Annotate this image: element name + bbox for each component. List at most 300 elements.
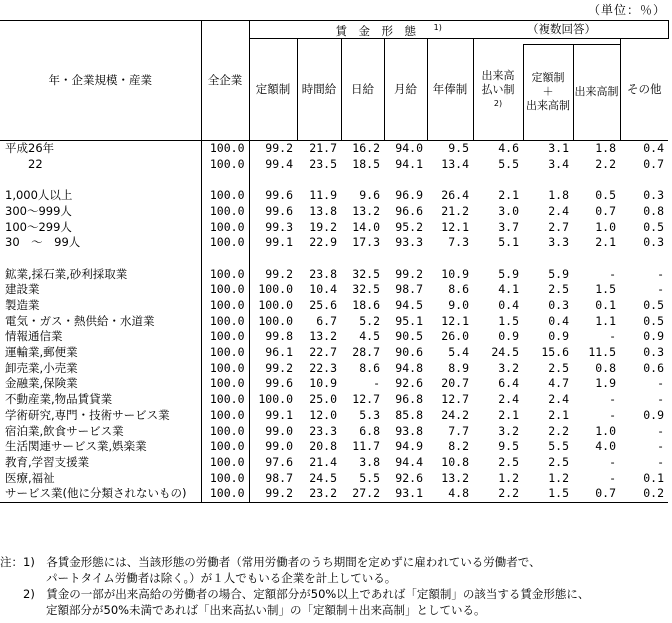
cell-value: 13.2 [352, 203, 380, 218]
cell-value: 21.2 [441, 203, 469, 218]
row-label: 金融業,保険業 [5, 376, 78, 391]
cell-value: 93.1 [384, 486, 427, 502]
cell-value: 100.0 [201, 282, 249, 298]
cell-value: 100.0 [201, 204, 249, 220]
table-row [0, 455, 668, 471]
cell-value: 4.8 [427, 486, 473, 502]
cell-value: 99.6 [265, 203, 293, 218]
cell-value: 93.3 [395, 235, 423, 250]
cell-value [341, 172, 384, 188]
row-label: 建設業 [5, 282, 40, 297]
cell-value: 26.4 [441, 188, 469, 203]
cell-value: 97.6 [265, 454, 293, 469]
table-row [0, 360, 668, 376]
row-label-header: 年・企業規模・産業 [0, 21, 201, 141]
row-label: 製造業 [5, 298, 40, 313]
cell-value: 1.5 [498, 313, 520, 328]
cell-value: 0.7 [573, 486, 620, 502]
piece-rate-header [473, 44, 523, 140]
wage-form-label: 賃 金 形 態 [335, 23, 416, 38]
spacer-row [0, 251, 668, 267]
cell-value: 3.2 [498, 360, 520, 375]
cell-value: 21.7 [309, 141, 337, 156]
cell-value: 0.7 [643, 156, 665, 171]
cell-value: 0.9 [643, 329, 665, 344]
cell-value: 6.7 [316, 313, 337, 328]
cell-value: - [657, 392, 665, 407]
cell-value: 13.8 [309, 203, 337, 218]
cell-value: 2.5 [498, 454, 520, 469]
cell-value: 22.9 [309, 235, 337, 250]
cell-value: 24.5 [309, 470, 337, 485]
table-row [0, 439, 668, 455]
row-label: 22 [5, 156, 43, 171]
cell-value: 9.0 [448, 298, 469, 313]
wage-form-table [0, 20, 669, 503]
cell-value: 11.9 [309, 188, 337, 203]
cell-value: 96.8 [395, 392, 423, 407]
cell-value [473, 251, 523, 267]
cell-value: 0.3 [548, 298, 570, 313]
cell-value: - [373, 376, 380, 391]
cell-value: 94.9 [395, 439, 423, 454]
row-label [0, 172, 201, 188]
table-row [0, 392, 668, 408]
footnotes [0, 554, 672, 618]
cell-value [427, 172, 473, 188]
cell-value: - [657, 376, 665, 391]
cell-value: 3.0 [498, 203, 520, 218]
cell-value: 100.0 [258, 313, 293, 328]
cell-value: 11.5 [588, 345, 617, 360]
cell-value: 0.2 [620, 486, 668, 502]
cell-value [297, 172, 341, 188]
table-row [0, 408, 668, 424]
cell-value: 5.9 [498, 266, 520, 281]
cell-value: - [609, 392, 617, 407]
cell-value: 0.5 [643, 313, 665, 328]
row-label: 鉱業,採石業,砂利採取業 [5, 266, 128, 281]
cell-value: 99.1 [265, 235, 293, 250]
table-row [0, 470, 668, 486]
monthly-header: 月給 [384, 38, 427, 140]
table-row [0, 204, 668, 220]
cell-value: - [657, 439, 665, 454]
cell-value: 100.0 [201, 235, 249, 251]
cell-value: 1.0 [595, 423, 617, 438]
wage-form-note: 1) [433, 23, 442, 32]
cell-value: 8.6 [448, 282, 469, 297]
cell-value: 0.9 [548, 329, 570, 344]
cell-value: 100.0 [201, 345, 249, 361]
cell-value: 18.6 [352, 298, 380, 313]
cell-value: 17.3 [352, 235, 380, 250]
cell-value: 5.5 [548, 439, 570, 454]
cell-value: 4.1 [498, 282, 520, 297]
table-row [0, 423, 668, 439]
cell-value: 5.5 [498, 156, 520, 171]
fixed-plus-piece-line3: 出来高制 [526, 99, 571, 113]
cell-value: 100.0 [258, 298, 293, 313]
cell-value: 5.1 [498, 235, 520, 250]
unit-label: （単位：％） [587, 3, 666, 17]
cell-value: - [657, 282, 665, 297]
cell-value: 100.0 [201, 423, 249, 439]
cell-value: 25.0 [309, 392, 337, 407]
hourly-header: 時間給 [297, 38, 341, 140]
cell-value: 9.6 [359, 188, 380, 203]
cell-value [201, 251, 249, 267]
annual-header: 年俸制 [427, 38, 473, 140]
table-row [0, 140, 668, 156]
cell-value: 5.2 [359, 313, 380, 328]
cell-value: 99.6 [265, 188, 293, 203]
cell-value: 5.9 [548, 266, 570, 281]
cell-value: 12.0 [309, 407, 337, 422]
cell-value: 10.9 [441, 266, 469, 281]
cell-value: 99.6 [265, 376, 293, 391]
cell-value: 4.5 [359, 329, 380, 344]
row-label: 医療,福祉 [5, 470, 55, 485]
cell-value: 94.5 [395, 298, 423, 313]
cell-value: 3.2 [498, 423, 520, 438]
multiple-answers-header: （複数回答） [523, 21, 668, 39]
cell-value: 100.0 [201, 455, 249, 471]
cell-value: 95.2 [395, 219, 423, 234]
cell-value: 100.0 [201, 392, 249, 408]
table-row [0, 298, 668, 314]
fixed-plus-piece-header [523, 44, 573, 140]
cell-value: 98.7 [265, 470, 293, 485]
row-label: 30 ～ 99人 [5, 235, 81, 250]
cell-value: 13.2 [441, 470, 469, 485]
cell-value: 28.7 [352, 345, 380, 360]
cell-value: 96.1 [265, 345, 293, 360]
row-label: 1,000人以上 [5, 188, 73, 203]
row-label: 300～999人 [5, 203, 72, 218]
table-row [0, 266, 668, 282]
cell-value: - [657, 454, 665, 469]
cell-value: 21.4 [309, 454, 337, 469]
cell-value: 0.3 [643, 345, 665, 360]
cell-value: 99.3 [265, 219, 293, 234]
cell-value: - [609, 266, 617, 281]
cell-value: 90.6 [395, 345, 423, 360]
cell-value: 96.6 [395, 203, 423, 218]
cell-value: 32.5 [352, 266, 380, 281]
cell-value: 1.8 [595, 141, 617, 156]
cell-value: 0.9 [498, 329, 520, 344]
cell-value: 95.1 [395, 313, 423, 328]
cell-value: 32.5 [352, 282, 380, 297]
cell-value: 12.1 [441, 313, 469, 328]
cell-value: - [657, 423, 665, 438]
cell-value: - [609, 470, 617, 485]
fixed-header: 定額制 [249, 38, 297, 140]
cell-value [473, 172, 523, 188]
cell-value: 1.9 [595, 376, 617, 391]
cell-value: 0.1 [643, 470, 665, 485]
cell-value: 99.0 [265, 439, 293, 454]
cell-value: 99.2 [265, 141, 293, 156]
cell-value: 11.7 [352, 439, 380, 454]
cell-value: 1.2 [498, 470, 520, 485]
cell-value: 93.8 [395, 423, 423, 438]
cell-value: 99.8 [265, 329, 293, 344]
footnote-line: 定額部分が50%未満であれば「出来高払い制」の「定額制＋出来高制」としている。 [0, 603, 486, 617]
cell-value: 12.7 [441, 392, 469, 407]
cell-value: 9.5 [498, 439, 520, 454]
table-row [0, 486, 668, 502]
cell-value: 3.3 [548, 235, 570, 250]
table-row [0, 235, 668, 251]
cell-value: 1.5 [523, 486, 573, 502]
other-header: その他 [620, 38, 668, 140]
cell-value [427, 251, 473, 267]
cell-value: 2.1 [498, 188, 520, 203]
cell-value: 100.0 [201, 486, 249, 502]
cell-value: 99.2 [265, 360, 293, 375]
fixed-plus-piece-line1: 定額制 [531, 71, 565, 85]
footnote-line: 2) 賃金の一部が出来高給の労働者の場合、定額部分が50%以上であれば「定額制」の該当する賃金形態に、 [0, 587, 590, 601]
cell-value: 8.9 [448, 360, 469, 375]
cell-value: 0.3 [643, 235, 665, 250]
table-body [0, 140, 668, 502]
cell-value: 4.0 [595, 439, 617, 454]
cell-value [249, 172, 297, 188]
cell-value: 2.4 [548, 392, 570, 407]
cell-value: 15.6 [541, 345, 570, 360]
cell-value: - [609, 407, 617, 422]
cell-value: 20.8 [309, 439, 337, 454]
cell-value: 9.5 [448, 141, 469, 156]
cell-value: 100.0 [201, 140, 249, 156]
cell-value: 2.5 [548, 360, 570, 375]
cell-value: 100.0 [201, 219, 249, 235]
table-row [0, 313, 668, 329]
cell-value: 24.5 [491, 345, 520, 360]
cell-value: 99.2 [265, 266, 293, 281]
table-row [0, 329, 668, 345]
fixed-plus-piece-line2: ＋ [542, 85, 554, 99]
row-label: 不動産業,物品賃貸業 [5, 392, 113, 407]
cell-value: 25.6 [309, 298, 337, 313]
cell-value [620, 251, 668, 267]
cell-value: 99.0 [265, 423, 293, 438]
table-row [0, 219, 668, 235]
cell-value: 2.2 [473, 486, 523, 502]
cell-value: 1.0 [595, 219, 617, 234]
cell-value: 2.2 [548, 423, 570, 438]
cell-value: 100.0 [201, 313, 249, 329]
row-label: サービス業(他に分類されないもの) [0, 486, 201, 502]
cell-value: 8.6 [359, 360, 380, 375]
cell-value: 5.3 [359, 407, 380, 422]
cell-value [341, 251, 384, 267]
footnote-line: 注：1) 各賃金形態には、当該形態の労働者（常用労働者のうち期間を定めずに雇われている労働者で、 [0, 555, 541, 569]
cell-value: 13.4 [441, 156, 469, 171]
table-row [0, 188, 668, 204]
cell-value: 2.7 [548, 219, 570, 234]
row-label: 学術研究,専門・技術サービス業 [5, 407, 170, 422]
cell-value: 8.2 [448, 439, 469, 454]
cell-value: 6.4 [498, 376, 520, 391]
cell-value: 100.0 [201, 376, 249, 392]
piece-only-header: 出来高制 [573, 44, 620, 140]
cell-value: 1.5 [595, 282, 617, 297]
cell-value: 0.1 [595, 298, 617, 313]
piece-rate-label: 出来高払い制 [481, 69, 515, 97]
cell-value: 2.5 [548, 454, 570, 469]
cell-value: 100.0 [201, 439, 249, 455]
daily-header: 日給 [341, 38, 384, 140]
table-row [0, 157, 668, 173]
cell-value: 0.7 [595, 203, 617, 218]
cell-value: 4.6 [498, 141, 520, 156]
cell-value: 4.7 [548, 376, 570, 391]
all-companies-header: 全企業 [201, 21, 249, 141]
cell-value: 3.4 [548, 156, 570, 171]
cell-value: 20.7 [441, 376, 469, 391]
cell-value: 10.8 [441, 454, 469, 469]
cell-value: 2.4 [548, 203, 570, 218]
spacer-row [0, 172, 668, 188]
cell-value: 5.4 [448, 345, 469, 360]
cell-value: 0.5 [643, 298, 665, 313]
cell-value: 23.3 [309, 423, 337, 438]
cell-value: 2.2 [595, 156, 617, 171]
cell-value: 94.0 [395, 141, 423, 156]
cell-value: 85.8 [395, 407, 423, 422]
row-label: 宿泊業,飲食サービス業 [5, 423, 124, 438]
cell-value: 5.5 [359, 470, 380, 485]
cell-value: 90.5 [395, 329, 423, 344]
cell-value: 100.0 [201, 329, 249, 345]
cell-value: - [609, 454, 617, 469]
cell-value [573, 172, 620, 188]
cell-value: 23.8 [309, 266, 337, 281]
cell-value [620, 172, 668, 188]
cell-value: 96.9 [395, 188, 423, 203]
cell-value: 2.5 [548, 282, 570, 297]
cell-value: 100.0 [258, 392, 293, 407]
cell-value: 100.0 [201, 157, 249, 173]
cell-value: 94.4 [395, 454, 423, 469]
cell-value: 2.1 [548, 407, 570, 422]
cell-value: 24.2 [441, 407, 469, 422]
cell-value: 2.4 [498, 392, 520, 407]
cell-value: 99.2 [395, 266, 423, 281]
cell-value: 1.2 [548, 470, 570, 485]
row-label: 情報通信業 [5, 329, 63, 344]
cell-value [573, 251, 620, 267]
cell-value: 1.1 [595, 313, 617, 328]
row-label: 運輸業,郵便業 [5, 345, 78, 360]
cell-value: 100.0 [201, 298, 249, 314]
cell-value: 3.7 [498, 219, 520, 234]
table-row [0, 345, 668, 361]
row-label: 電気・ガス・熱供給・水道業 [5, 313, 155, 328]
cell-value: 100.0 [201, 266, 249, 282]
cell-value [297, 251, 341, 267]
cell-value: 100.0 [201, 470, 249, 486]
cell-value: 100.0 [201, 408, 249, 424]
cell-value: 27.2 [341, 486, 384, 502]
cell-value: 3.1 [548, 141, 570, 156]
cell-value: 0.4 [643, 141, 665, 156]
cell-value: 100.0 [201, 188, 249, 204]
cell-value [249, 251, 297, 267]
row-label: 卸売業,小売業 [5, 360, 78, 375]
cell-value: 6.8 [359, 423, 380, 438]
cell-value: 3.8 [359, 454, 380, 469]
cell-value: 23.2 [297, 486, 341, 502]
row-label: 生活関連サービス業,娯楽業 [5, 439, 147, 454]
cell-value: - [657, 266, 665, 281]
cell-value: 92.6 [395, 376, 423, 391]
cell-value: 22.3 [309, 360, 337, 375]
cell-value: 100.0 [201, 360, 249, 376]
cell-value: 14.0 [352, 219, 380, 234]
cell-value: 99.4 [265, 156, 293, 171]
row-label: 教育,学習支援業 [5, 454, 90, 469]
cell-value: 10.9 [309, 376, 337, 391]
cell-value: 7.3 [448, 235, 469, 250]
cell-value: 22.7 [309, 345, 337, 360]
cell-value: 98.7 [395, 282, 423, 297]
cell-value: 0.3 [643, 188, 665, 203]
row-label: 平成26年 [5, 141, 55, 156]
cell-value: 94.8 [395, 360, 423, 375]
row-label: 100～299人 [5, 219, 72, 234]
cell-value: 100.0 [258, 282, 293, 297]
cell-value: 0.8 [595, 360, 617, 375]
cell-value: 13.2 [309, 329, 337, 344]
cell-value: 0.4 [548, 313, 570, 328]
table-row [0, 376, 668, 392]
cell-value: 12.1 [441, 219, 469, 234]
wage-form-header [249, 21, 523, 39]
cell-value: 94.1 [395, 156, 423, 171]
cell-value [523, 172, 573, 188]
cell-value [384, 172, 427, 188]
cell-value: 99.2 [249, 486, 297, 502]
cell-value: 92.6 [395, 470, 423, 485]
cell-value: 19.2 [309, 219, 337, 234]
cell-value: 0.9 [643, 407, 665, 422]
cell-value: 2.1 [498, 407, 520, 422]
cell-value [384, 251, 427, 267]
cell-value: 16.2 [352, 141, 380, 156]
cell-value: 26.0 [441, 329, 469, 344]
cell-value: 0.8 [643, 203, 665, 218]
cell-value: 0.5 [643, 219, 665, 234]
cell-value: 0.4 [498, 298, 520, 313]
cell-value: 10.4 [309, 282, 337, 297]
cell-value [523, 251, 573, 267]
row-label [0, 251, 201, 267]
cell-value: 7.7 [448, 423, 469, 438]
cell-value: 18.5 [352, 156, 380, 171]
cell-value: 2.1 [595, 235, 617, 250]
cell-value: 23.5 [309, 156, 337, 171]
cell-value [201, 172, 249, 188]
cell-value: - [609, 329, 617, 344]
footnote-line: パートタイム労働者は除く。）が１人でもいる企業を計上している。 [0, 571, 397, 585]
piece-rate-note: 2) [493, 99, 503, 109]
cell-value: 1.8 [548, 188, 570, 203]
cell-value: 0.6 [643, 360, 665, 375]
